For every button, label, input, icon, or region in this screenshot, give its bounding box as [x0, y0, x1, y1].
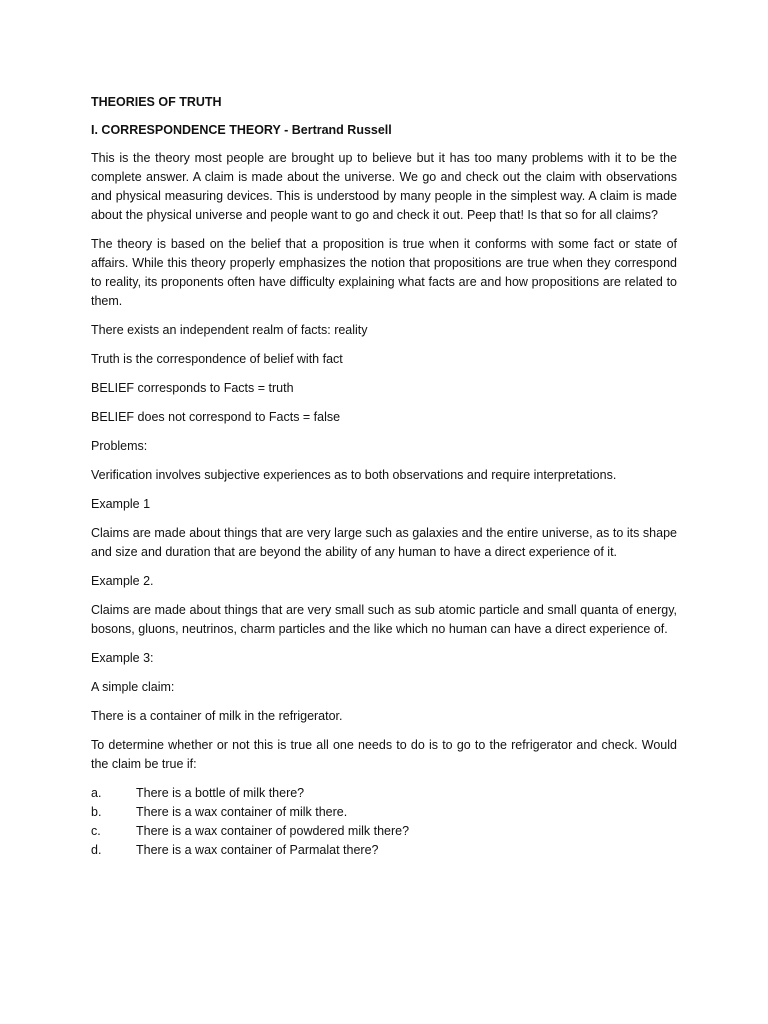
paragraph-problems-label: Problems:	[91, 439, 148, 453]
list-item-text: There is a wax container of milk there.	[136, 805, 348, 819]
paragraph-example-2-label: Example 2.	[91, 574, 154, 588]
paragraph-theory-basis: The theory is based on the belief that a proposition is true when it conforms with some fact or state of affairs. While this theory properly emphasizes the notion that propositions are true when they correspond to reality, its proponents often have difficulty explaining what facts are and how propositions are related to them.	[91, 237, 677, 308]
list-item-text: There is a wax container of powdered milk there?	[136, 824, 410, 838]
list-item	[91, 822, 677, 841]
paragraph-verification: Verification involves subjective experiences as to both observations and require interpretations.	[91, 468, 617, 482]
paragraph-realm-of-facts: There exists an independent realm of facts: reality	[91, 323, 368, 337]
list-marker: d.	[91, 843, 102, 857]
list-marker: c.	[91, 824, 101, 838]
list-item	[91, 841, 677, 860]
paragraph-simple-claim-label: A simple claim:	[91, 680, 175, 694]
document-title: THEORIES OF TRUTH	[91, 95, 222, 109]
claim-conditions-list	[91, 784, 677, 860]
list-item-text: There is a wax container of Parmalat there?	[136, 843, 379, 857]
list-item-text: There is a bottle of milk there?	[136, 786, 305, 800]
paragraph-determine: To determine whether or not this is true all one needs to do is to go to the refrigerator and check. Would the claim be true if:	[91, 738, 677, 771]
section-heading: I. CORRESPONDENCE THEORY - Bertrand Russell	[91, 123, 392, 137]
paragraph-belief-false: BELIEF does not correspond to Facts = false	[91, 410, 341, 424]
list-marker: a.	[91, 786, 102, 800]
paragraph-truth-definition: Truth is the correspondence of belief with fact	[91, 352, 343, 366]
paragraph-example-3-label: Example 3:	[91, 651, 154, 665]
paragraph-example-1-label: Example 1	[91, 497, 151, 511]
list-item	[91, 784, 677, 803]
paragraph-belief-true: BELIEF corresponds to Facts = truth	[91, 381, 294, 395]
paragraph-intro: This is the theory most people are brought up to believe but it has too many problems with it to be the complete answer. A claim is made about the universe. We go and check out the claim with observations and physical measuring devices. This is understood by many people in the simplest way. A claim is made about the physical universe and people want to go and check it out. Peep that! Is that so for all claims?	[91, 151, 677, 222]
list-marker: b.	[91, 805, 102, 819]
paragraph-example-2: Claims are made about things that are very small such as sub atomic particle and small quanta of energy, bosons, gluons, neutrinos, charm particles and the like which no human can have a direct experience of.	[91, 603, 677, 636]
document-body	[91, 93, 677, 860]
list-item	[91, 803, 677, 822]
paragraph-milk-claim: There is a container of milk in the refrigerator.	[91, 709, 343, 723]
paragraph-example-1: Claims are made about things that are very large such as galaxies and the entire universe, as to its shape and size and duration that are beyond the ability of any human to have a direct experience of it.	[91, 526, 677, 559]
